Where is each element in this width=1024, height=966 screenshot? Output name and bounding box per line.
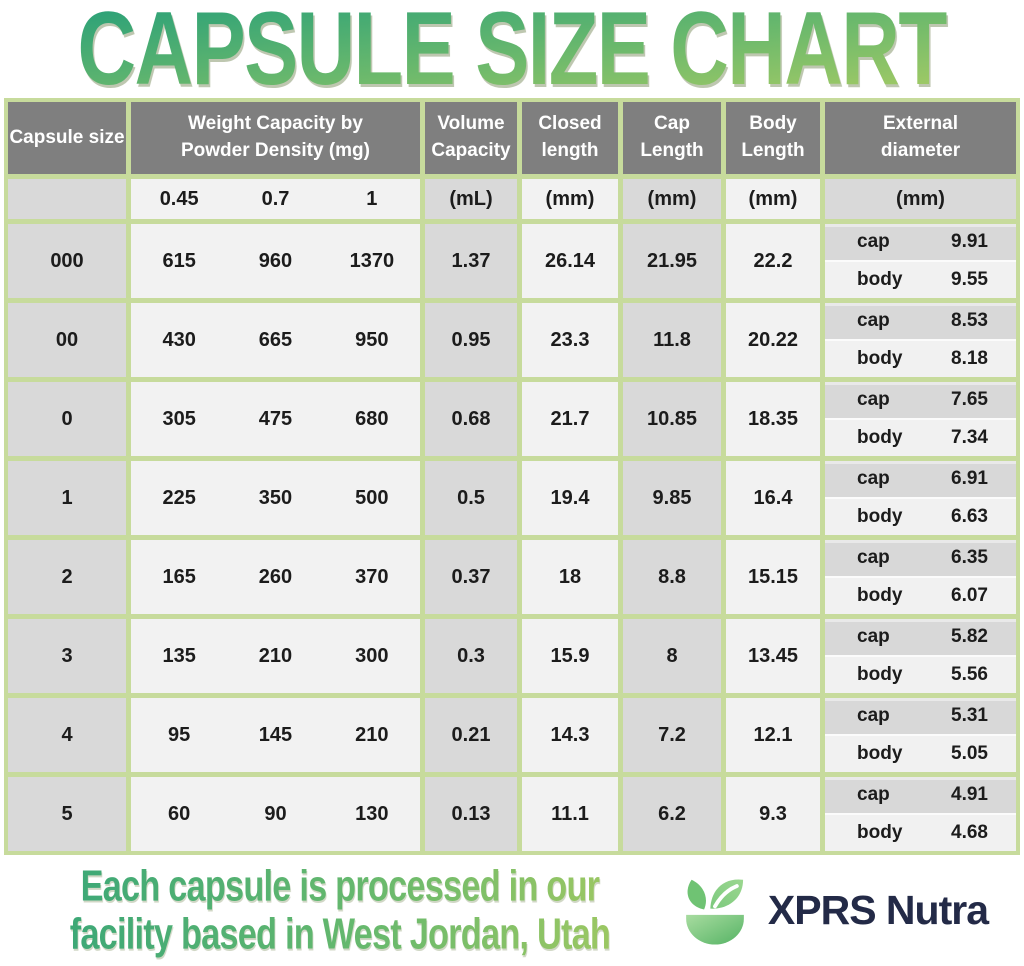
weight-07-value: 350 xyxy=(258,486,293,509)
weight-values xyxy=(131,382,420,456)
weight-045-value: 135 xyxy=(162,644,196,667)
external-diameter-cell xyxy=(825,619,1016,693)
brand-name: XPRS Nutra xyxy=(767,887,988,933)
header-weight-line1: Weight Capacity by xyxy=(188,113,363,135)
table-row-3 xyxy=(8,619,1016,693)
body-diameter-value: 5.56 xyxy=(951,664,988,685)
cap-diameter-row xyxy=(825,698,1016,734)
closed-length-value: 11.1 xyxy=(522,777,618,851)
weight-1-value: 500 xyxy=(355,486,389,509)
closed-unit-label: (mm) xyxy=(522,179,618,219)
cap-label: cap xyxy=(857,784,890,805)
cap-diameter-value: 6.91 xyxy=(951,468,988,489)
header-external-diameter xyxy=(825,102,1016,174)
footer-tagline xyxy=(24,862,656,959)
cap-diameter-row xyxy=(825,382,1016,418)
closed-length-value: 18 xyxy=(522,540,618,614)
cap-diameter-row xyxy=(825,619,1016,655)
external-diameter-cell xyxy=(825,540,1016,614)
header-closed-line1: Closed xyxy=(538,113,602,135)
weight-07-value: 90 xyxy=(264,802,287,825)
volume-value: 0.37 xyxy=(425,540,517,614)
body-label: body xyxy=(857,348,903,369)
body-diameter-value: 9.55 xyxy=(951,269,988,290)
body-diameter-row xyxy=(825,339,1016,377)
capsule-size-value: 0 xyxy=(8,382,126,456)
cap-diameter-row xyxy=(825,461,1016,497)
volume-value: 0.68 xyxy=(425,382,517,456)
body-length-value: 12.1 xyxy=(726,698,820,772)
body-label: body xyxy=(857,664,903,685)
weight-07-value: 475 xyxy=(258,407,293,430)
header-weight-capacity xyxy=(131,102,420,174)
cap-label: cap xyxy=(857,310,890,331)
external-diameter-cell xyxy=(825,777,1016,851)
cap-label: cap xyxy=(857,231,890,252)
density-subheader-cell xyxy=(131,179,420,219)
cap-length-value: 21.95 xyxy=(623,224,721,298)
body-label: body xyxy=(857,506,903,527)
cap-length-value: 8 xyxy=(623,619,721,693)
capsule-size-value: 00 xyxy=(8,303,126,377)
cap-diameter-value: 5.31 xyxy=(951,705,988,726)
body-length-value: 18.35 xyxy=(726,382,820,456)
cap-length-value: 11.8 xyxy=(623,303,721,377)
header-volume-capacity xyxy=(425,102,517,174)
cap-diameter-value: 5.82 xyxy=(951,626,988,647)
weight-values xyxy=(131,303,420,377)
volume-value: 1.37 xyxy=(425,224,517,298)
volume-value: 0.5 xyxy=(425,461,517,535)
body-label: body xyxy=(857,585,903,606)
table-row-0 xyxy=(8,382,1016,456)
weight-045-value: 430 xyxy=(162,328,196,351)
body-diameter-value: 4.68 xyxy=(951,822,988,843)
brand-logo xyxy=(676,870,988,952)
cap-label: cap xyxy=(857,626,890,647)
weight-07-value: 210 xyxy=(258,644,293,667)
cap-label: cap xyxy=(857,705,890,726)
capsule-size-table xyxy=(4,98,1020,855)
header-capsule-size xyxy=(8,102,126,174)
header-body-line1: Body xyxy=(749,113,797,135)
volume-unit-label: (mL) xyxy=(425,179,517,219)
capsule-size-value: 3 xyxy=(8,619,126,693)
body-unit-label: (mm) xyxy=(726,179,820,219)
external-diameter-cell xyxy=(825,303,1016,377)
table-header-row xyxy=(8,102,1016,174)
capsule-size-value: 2 xyxy=(8,540,126,614)
header-external-line1: External xyxy=(883,113,958,135)
body-label: body xyxy=(857,743,903,764)
header-closed-length xyxy=(522,102,618,174)
weight-045-value: 225 xyxy=(162,486,196,509)
cap-diameter-value: 8.53 xyxy=(951,310,988,331)
header-weight-line2: Powder Density (mg) xyxy=(181,140,370,161)
weight-07-value: 665 xyxy=(258,328,293,351)
capsule-size-value: 1 xyxy=(8,461,126,535)
body-diameter-row xyxy=(825,260,1016,298)
table-row-000 xyxy=(8,224,1016,298)
external-diameter-cell xyxy=(825,224,1016,298)
weight-045-value: 305 xyxy=(162,407,196,430)
capsule-size-value: 4 xyxy=(8,698,126,772)
capsule-size-value: 000 xyxy=(8,224,126,298)
weight-values xyxy=(131,540,420,614)
table-row-2 xyxy=(8,540,1016,614)
table-row-1 xyxy=(8,461,1016,535)
table-row-4 xyxy=(8,698,1016,772)
cap-diameter-value: 4.91 xyxy=(951,784,988,805)
external-unit-label: (mm) xyxy=(825,179,1016,219)
cap-length-value: 6.2 xyxy=(623,777,721,851)
weight-values xyxy=(131,224,420,298)
cap-diameter-value: 7.65 xyxy=(951,389,988,410)
external-diameter-cell xyxy=(825,382,1016,456)
weight-values xyxy=(131,619,420,693)
header-closed-line2: length xyxy=(541,140,599,161)
closed-length-value: 26.14 xyxy=(522,224,618,298)
body-diameter-value: 6.63 xyxy=(951,506,988,527)
cap-length-value: 10.85 xyxy=(623,382,721,456)
body-length-value: 13.45 xyxy=(726,619,820,693)
closed-length-value: 15.9 xyxy=(522,619,618,693)
body-diameter-value: 7.34 xyxy=(951,427,988,448)
body-diameter-row xyxy=(825,418,1016,456)
cap-diameter-row xyxy=(825,777,1016,813)
mortar-leaf-logo-icon xyxy=(676,870,754,952)
body-diameter-row xyxy=(825,655,1016,693)
weight-07-value: 260 xyxy=(258,565,293,588)
weight-07-value: 145 xyxy=(258,723,293,746)
footer-tagline-line1: Each capsule is processed in our xyxy=(80,861,600,911)
body-diameter-row xyxy=(825,734,1016,772)
cap-diameter-row xyxy=(825,224,1016,260)
cap-diameter-row xyxy=(825,540,1016,576)
density-07-label: 0.7 xyxy=(261,187,290,210)
weight-1-value: 210 xyxy=(355,723,389,746)
cap-unit-label: (mm) xyxy=(623,179,721,219)
weight-1-value: 1370 xyxy=(349,249,395,272)
cap-length-value: 9.85 xyxy=(623,461,721,535)
closed-length-value: 14.3 xyxy=(522,698,618,772)
empty-unit-cell xyxy=(8,179,126,219)
title-bar xyxy=(0,0,1024,107)
body-label: body xyxy=(857,269,903,290)
body-diameter-row xyxy=(825,813,1016,851)
volume-value: 0.3 xyxy=(425,619,517,693)
external-diameter-cell xyxy=(825,461,1016,535)
volume-value: 0.13 xyxy=(425,777,517,851)
cap-diameter-value: 9.91 xyxy=(951,231,988,252)
cap-length-value: 8.8 xyxy=(623,540,721,614)
weight-045-value: 60 xyxy=(168,802,191,825)
header-cap-line2: Length xyxy=(640,140,704,161)
body-label: body xyxy=(857,427,903,448)
footer xyxy=(0,855,1024,966)
header-volume-line2: Capacity xyxy=(431,140,511,161)
cap-length-value: 7.2 xyxy=(623,698,721,772)
capsule-size-value: 5 xyxy=(8,777,126,851)
weight-045-value: 165 xyxy=(162,565,196,588)
body-diameter-value: 6.07 xyxy=(951,585,988,606)
cap-diameter-row xyxy=(825,303,1016,339)
weight-1-value: 130 xyxy=(355,802,389,825)
header-body-line2: Length xyxy=(741,140,805,161)
body-length-value: 20.22 xyxy=(726,303,820,377)
cap-label: cap xyxy=(857,468,890,489)
footer-tagline-line2: facility based in West Jordan, Utah xyxy=(69,909,611,959)
weight-1-value: 950 xyxy=(355,328,389,351)
body-length-value: 16.4 xyxy=(726,461,820,535)
closed-length-value: 23.3 xyxy=(522,303,618,377)
volume-value: 0.21 xyxy=(425,698,517,772)
weight-07-value: 960 xyxy=(258,249,293,272)
weight-1-value: 370 xyxy=(355,565,389,588)
weight-1-value: 680 xyxy=(355,407,389,430)
weight-045-value: 95 xyxy=(168,723,191,746)
closed-length-value: 21.7 xyxy=(522,382,618,456)
weight-045-value: 615 xyxy=(162,249,196,272)
weight-values xyxy=(131,698,420,772)
volume-value: 0.95 xyxy=(425,303,517,377)
header-cap-line1: Cap xyxy=(654,113,690,135)
header-external-line2: diameter xyxy=(880,140,961,161)
body-diameter-value: 8.18 xyxy=(951,348,988,369)
body-diameter-value: 5.05 xyxy=(951,743,988,764)
page-title: CAPSULE SIZE CHART xyxy=(78,0,947,109)
weight-values xyxy=(131,777,420,851)
weight-1-value: 300 xyxy=(355,644,389,667)
body-length-value: 9.3 xyxy=(726,777,820,851)
external-diameter-cell xyxy=(825,698,1016,772)
table-units-row xyxy=(8,179,1016,219)
weight-values xyxy=(131,461,420,535)
closed-length-value: 19.4 xyxy=(522,461,618,535)
header-cap-length xyxy=(623,102,721,174)
body-diameter-row xyxy=(825,576,1016,614)
density-1-label: 1 xyxy=(366,187,378,210)
table-row-5 xyxy=(8,777,1016,851)
body-diameter-row xyxy=(825,497,1016,535)
body-length-value: 22.2 xyxy=(726,224,820,298)
density-045-label: 0.45 xyxy=(159,187,199,210)
body-length-value: 15.15 xyxy=(726,540,820,614)
cap-label: cap xyxy=(857,547,890,568)
header-volume-line1: Volume xyxy=(437,113,505,135)
header-body-length xyxy=(726,102,820,174)
cap-label: cap xyxy=(857,389,890,410)
body-label: body xyxy=(857,822,903,843)
cap-diameter-value: 6.35 xyxy=(951,547,988,568)
header-capsule-size-label: Capsule size xyxy=(9,126,125,148)
table-row-00 xyxy=(8,303,1016,377)
